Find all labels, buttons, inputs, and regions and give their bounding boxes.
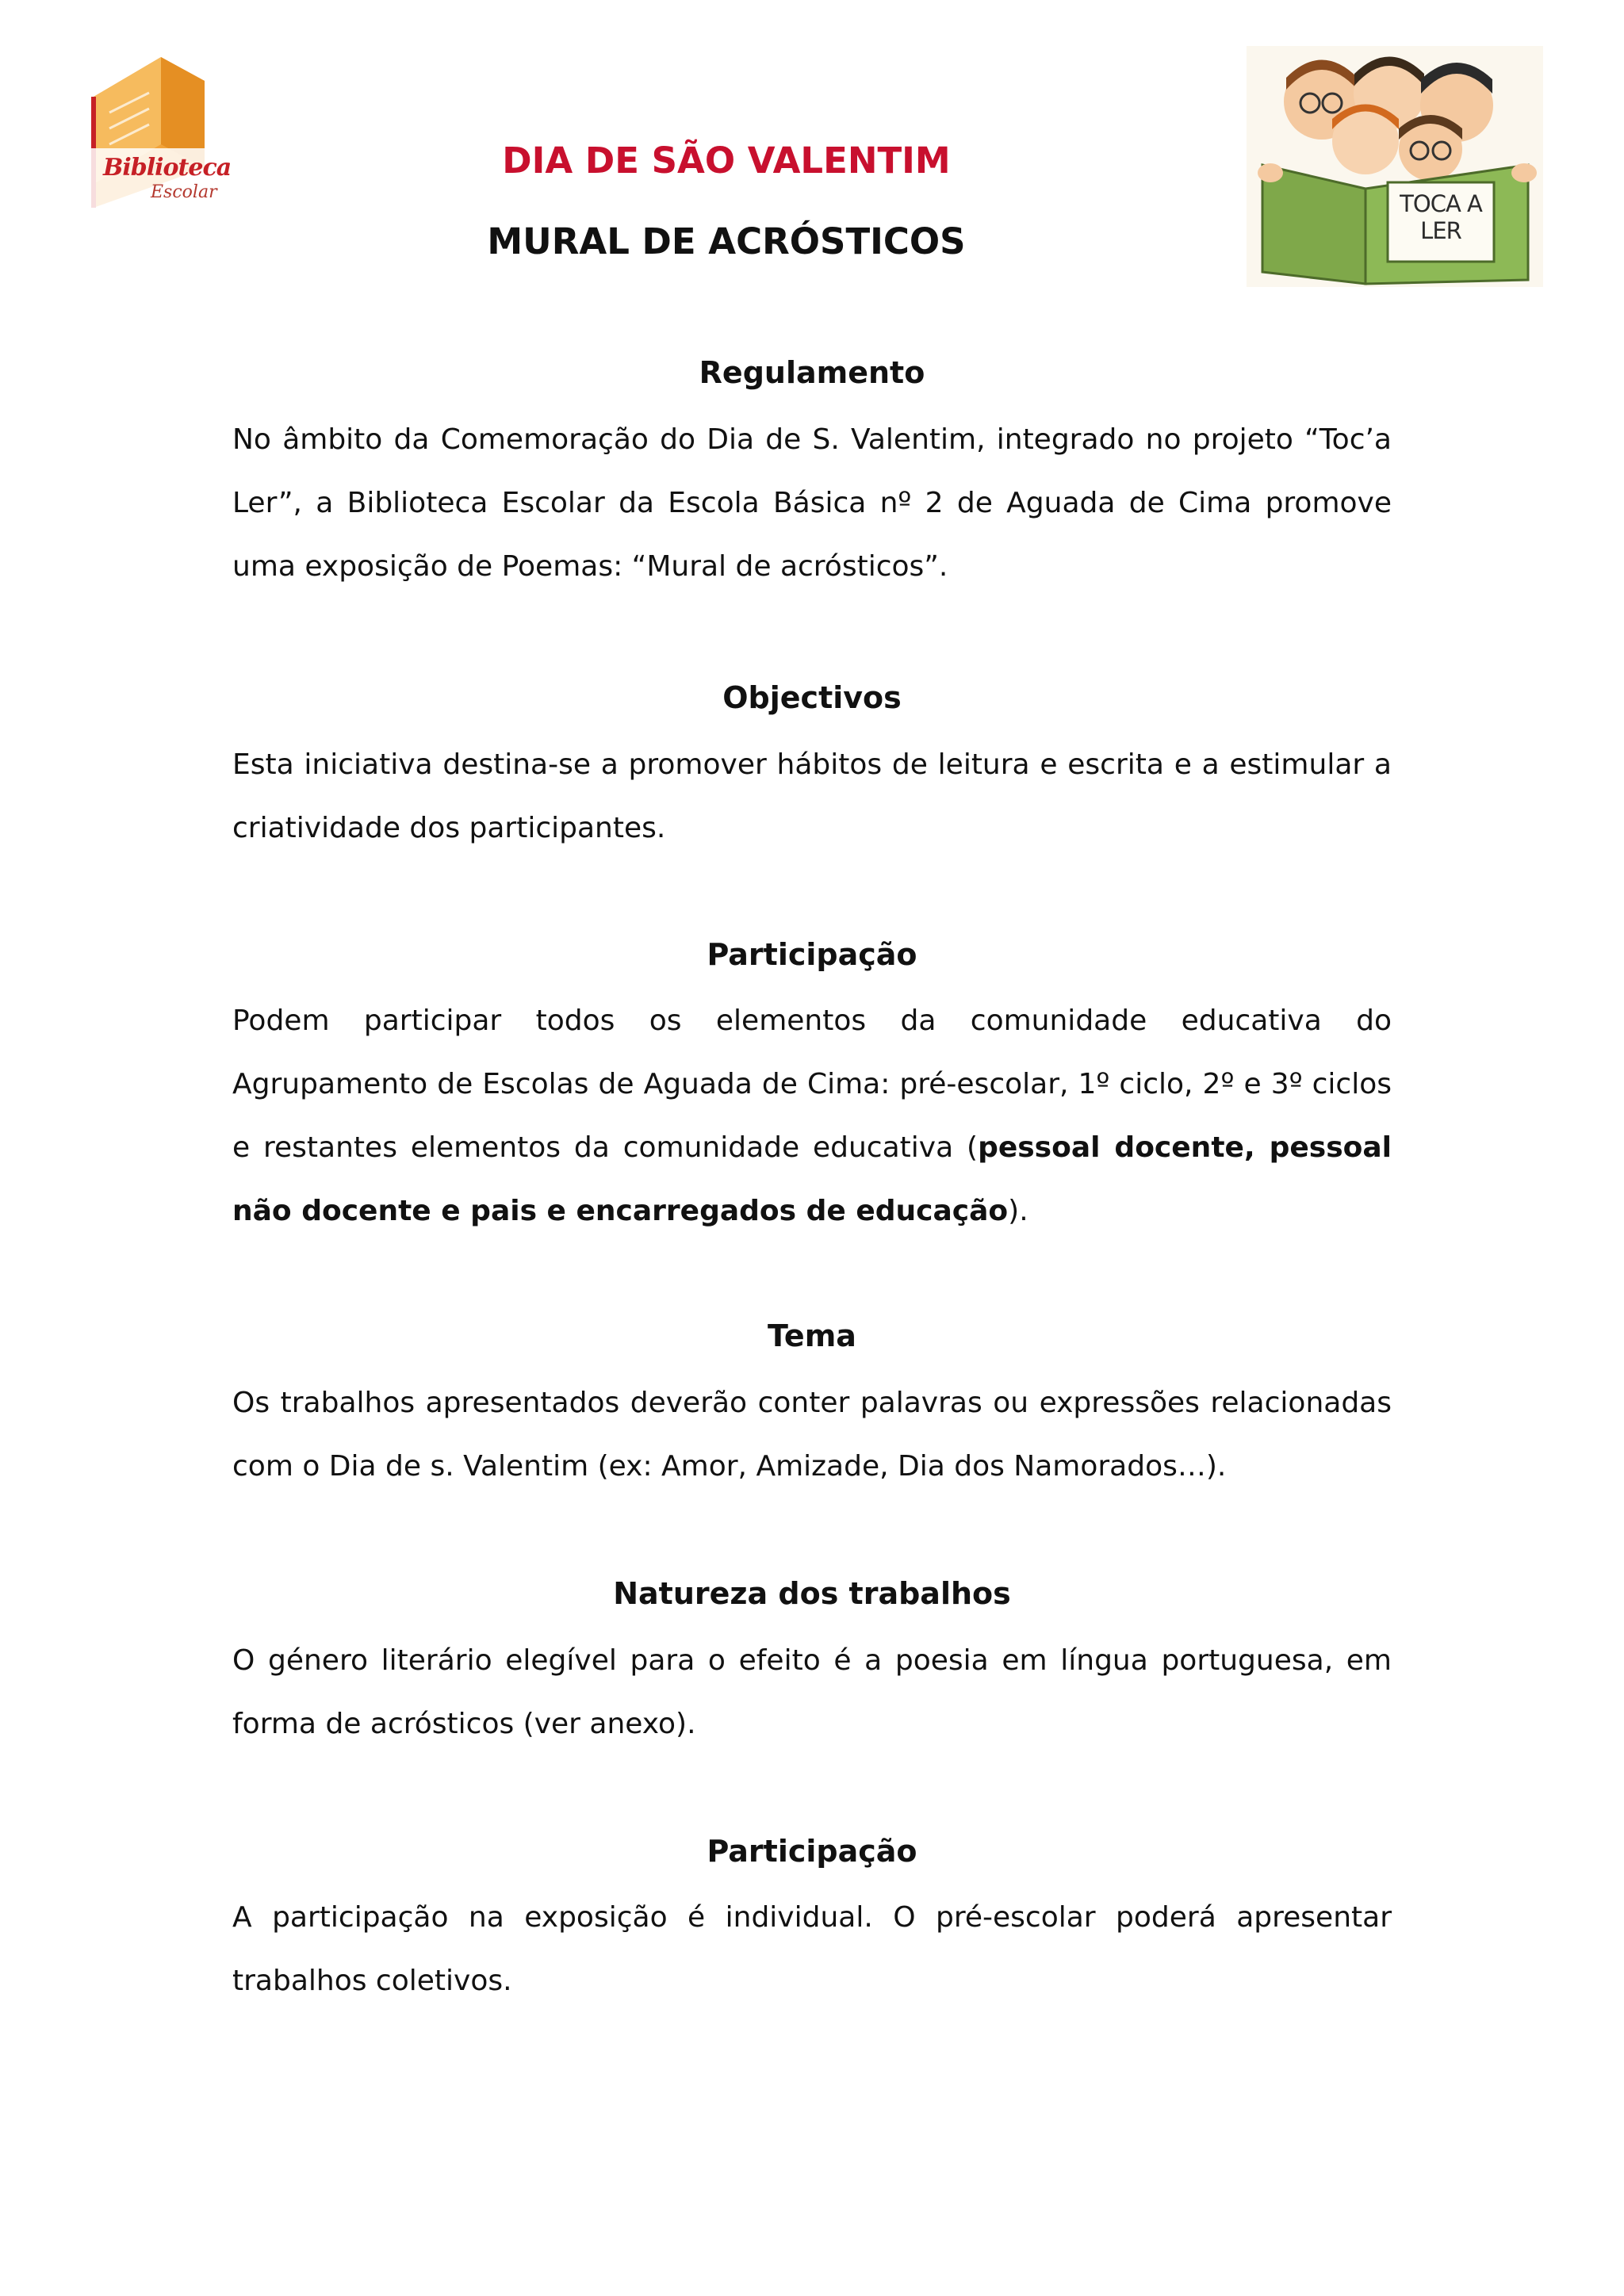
participacao-text-start: Podem participar todos os elementos da comunidade educativa do Agrupamento de Escolas de Aguada de Cima: pré-escolar, 1º ciclo, 2º e 3º ciclos e restantes elementos da comunidade educativa ( [232, 1004, 1392, 1164]
participacao-text-end: ). [1008, 1195, 1028, 1227]
heading-natureza: Natureza dos trabalhos [613, 1576, 1011, 1611]
illustration-sign-text: TOCA A LER [1400, 190, 1482, 244]
heading-objectivos: Objectivos [722, 680, 902, 715]
page-subtitle: MURAL DE ACRÓSTICOS [487, 220, 966, 262]
kids-reading-illustration [1247, 46, 1543, 287]
paragraph-tema: Os trabalhos apresentados deverão conter palavras ou expressões relacionadas com o Dia de s. Valentim (ex: Amor, Amizade, Dia dos Namorados…). [232, 1387, 1392, 1483]
participacao-text-bold: pessoal docente, pessoal não docente e pais e encarregados de educação [232, 1131, 1392, 1227]
page-title: DIA DE SÃO VALENTIM [502, 140, 951, 182]
paragraph-participacao-2: A participação na exposição é individual. O pré-escolar poderá apresentar trabalhos coletivos. [232, 1901, 1392, 1997]
paragraph-objectivos: Esta iniciativa destina-se a promover hábitos de leitura e escrita e a estimular a criatividade dos participantes. [232, 748, 1392, 844]
biblioteca-escolar-logo [86, 49, 236, 208]
paragraph-regulamento: No âmbito da Comemoração do Dia de S. Valentim, integrado no projeto “Toc’a Ler”, a Biblioteca Escolar da Escola Básica nº 2 de Aguada de Cima promove uma exposição de Poemas: “Mural de acrósticos”. [232, 423, 1392, 583]
heading-tema: Tema [768, 1318, 856, 1353]
paragraph-natureza: O género literário elegível para o efeito é a poesia em língua portuguesa, em forma de acrósticos (ver anexo). [232, 1644, 1392, 1740]
heading-participacao-2: Participação [707, 1834, 917, 1869]
heading-regulamento: Regulamento [699, 355, 925, 390]
heading-participacao: Participação [707, 937, 917, 972]
logo-line1: Biblioteca [103, 154, 232, 182]
kids-reading-book-icon [1247, 46, 1543, 287]
logo-line2: Escolar [151, 182, 217, 202]
paragraph-participacao [232, 989, 1392, 1243]
